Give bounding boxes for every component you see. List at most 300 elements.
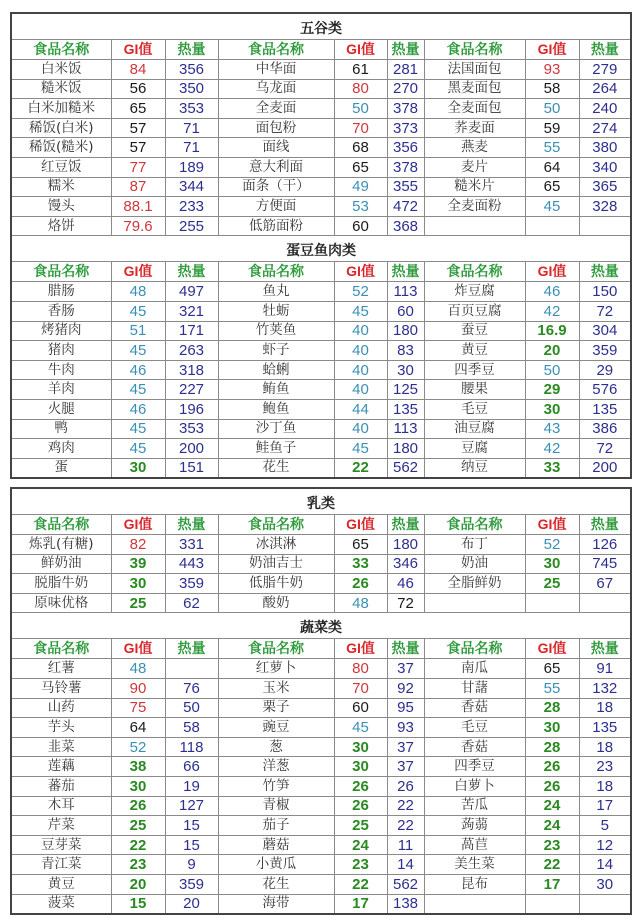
header-calories: 热量 <box>579 262 631 282</box>
gi-value-cell: 61 <box>334 60 387 80</box>
calories-cell: 72 <box>579 439 631 459</box>
gi-value-cell: 87 <box>111 177 165 197</box>
food-name-cell: 鲑鱼子 <box>218 439 334 459</box>
table-row <box>11 301 631 321</box>
header-food-name: 食品名称 <box>11 515 111 535</box>
calories-cell: 17 <box>579 796 631 816</box>
header-food-name: 食品名称 <box>218 40 334 60</box>
gi-value-cell: 25 <box>334 816 387 836</box>
calories-cell: 72 <box>387 593 424 613</box>
gi-value-cell: 64 <box>111 718 165 738</box>
food-name-cell: 鸭 <box>11 419 111 439</box>
header-food-name: 食品名称 <box>424 639 525 659</box>
table-row <box>11 458 631 478</box>
header-calories: 热量 <box>579 515 631 535</box>
food-name-cell: 烙饼 <box>11 216 111 236</box>
food-name-cell: 海带 <box>218 894 334 914</box>
table-row <box>11 197 631 217</box>
calories-cell: 745 <box>579 554 631 574</box>
food-name-cell: 面包粉 <box>218 118 334 138</box>
food-name-cell: 毛豆 <box>424 718 525 738</box>
calories-cell: 365 <box>579 177 631 197</box>
gi-value-cell: 53 <box>334 197 387 217</box>
calories-cell: 30 <box>387 360 424 380</box>
food-name-cell: 莲藕 <box>11 757 111 777</box>
header-gi: GI值 <box>334 639 387 659</box>
table-row <box>11 776 631 796</box>
calories-cell: 12 <box>579 835 631 855</box>
gi-value-cell: 52 <box>334 282 387 302</box>
gi-value-cell: 55 <box>525 138 579 158</box>
calories-cell: 151 <box>165 458 218 478</box>
food-name-cell: 馒头 <box>11 197 111 217</box>
food-name-cell: 豆芽菜 <box>11 835 111 855</box>
table-row <box>11 874 631 894</box>
calories-cell: 353 <box>165 419 218 439</box>
header-calories: 热量 <box>387 515 424 535</box>
calories-cell: 26 <box>387 776 424 796</box>
gi-value-cell: 68 <box>334 138 387 158</box>
calories-cell: 76 <box>165 678 218 698</box>
calories-cell: 37 <box>387 737 424 757</box>
gi-value-cell: 84 <box>111 60 165 80</box>
table-row <box>11 360 631 380</box>
food-name-cell: 奶油 <box>424 554 525 574</box>
gi-value-cell: 70 <box>334 118 387 138</box>
table-row <box>11 282 631 302</box>
calories-cell: 378 <box>387 157 424 177</box>
gi-value-cell: 70 <box>334 678 387 698</box>
food-name-cell: 菠菜 <box>11 894 111 914</box>
gi-value-cell: 79.6 <box>111 216 165 236</box>
gi-value-cell: 26 <box>334 574 387 594</box>
gi-value-cell: 44 <box>334 399 387 419</box>
calories-cell: 189 <box>165 157 218 177</box>
food-name-cell: 纳豆 <box>424 458 525 478</box>
food-name-cell: 萵苣 <box>424 835 525 855</box>
food-name-cell: 香菇 <box>424 737 525 757</box>
calories-cell: 118 <box>165 737 218 757</box>
food-name-cell: 玉米 <box>218 678 334 698</box>
gi-value-cell: 50 <box>334 99 387 119</box>
gi-value-cell: 38 <box>111 757 165 777</box>
gi-value-cell: 45 <box>334 439 387 459</box>
gi-value-cell: 26 <box>525 757 579 777</box>
gi-value-cell: 23 <box>334 855 387 875</box>
food-name-cell: 昆布 <box>424 874 525 894</box>
food-name-cell: 葱 <box>218 737 334 757</box>
food-name-cell: 全麦面包 <box>424 99 525 119</box>
calories-cell: 200 <box>579 458 631 478</box>
calories-cell: 22 <box>387 816 424 836</box>
table-row <box>11 835 631 855</box>
food-name-cell: 奶油吉士 <box>218 554 334 574</box>
gi-value-cell: 22 <box>334 874 387 894</box>
food-name-cell: 荞麦面 <box>424 118 525 138</box>
header-gi: GI值 <box>334 262 387 282</box>
gi-value-cell: 23 <box>111 855 165 875</box>
gi-table-1 <box>10 12 632 479</box>
table-row <box>11 321 631 341</box>
calories-cell: 373 <box>387 118 424 138</box>
food-name-cell: 美生菜 <box>424 855 525 875</box>
calories-cell: 356 <box>387 138 424 158</box>
calories-cell: 355 <box>387 177 424 197</box>
gi-value-cell: 25 <box>111 593 165 613</box>
gi-value-cell: 57 <box>111 118 165 138</box>
gi-value-cell: 28 <box>525 698 579 718</box>
gi-value-cell <box>525 593 579 613</box>
calories-cell: 264 <box>579 79 631 99</box>
food-name-cell: 香肠 <box>11 301 111 321</box>
food-name-cell: 花生 <box>218 458 334 478</box>
gi-value-cell: 17 <box>525 874 579 894</box>
food-name-cell: 四季豆 <box>424 757 525 777</box>
calories-cell: 60 <box>387 301 424 321</box>
gi-value-cell: 22 <box>334 458 387 478</box>
calories-cell: 359 <box>579 341 631 361</box>
calories-cell: 263 <box>165 341 218 361</box>
calories-cell: 344 <box>165 177 218 197</box>
calories-cell: 132 <box>579 678 631 698</box>
calories-cell: 71 <box>165 118 218 138</box>
gi-value-cell <box>525 216 579 236</box>
food-name-cell: 芹菜 <box>11 816 111 836</box>
gi-value-cell: 24 <box>525 796 579 816</box>
table-row <box>11 659 631 679</box>
calories-cell: 233 <box>165 197 218 217</box>
food-name-cell: 面条（干） <box>218 177 334 197</box>
calories-cell: 18 <box>579 737 631 757</box>
food-name-cell: 蚕豆 <box>424 321 525 341</box>
calories-cell: 171 <box>165 321 218 341</box>
header-calories: 热量 <box>165 40 218 60</box>
gi-value-cell: 60 <box>334 698 387 718</box>
gi-value-cell: 22 <box>111 835 165 855</box>
calories-cell: 380 <box>579 138 631 158</box>
gi-value-cell: 50 <box>525 99 579 119</box>
calories-cell: 46 <box>387 574 424 594</box>
gi-value-cell: 43 <box>525 419 579 439</box>
food-name-cell: 酸奶 <box>218 593 334 613</box>
column-header-row <box>11 262 631 282</box>
header-gi: GI值 <box>334 40 387 60</box>
header-food-name: 食品名称 <box>11 639 111 659</box>
calories-cell: 472 <box>387 197 424 217</box>
calories-cell: 359 <box>165 574 218 594</box>
gi-value-cell: 51 <box>111 321 165 341</box>
food-name-cell: 炼乳(有糖) <box>11 535 111 555</box>
calories-cell: 18 <box>579 698 631 718</box>
gi-value-cell: 42 <box>525 439 579 459</box>
gi-value-cell: 65 <box>334 535 387 555</box>
gi-value-cell: 40 <box>334 419 387 439</box>
gi-value-cell: 30 <box>334 757 387 777</box>
calories-cell: 240 <box>579 99 631 119</box>
header-gi: GI值 <box>111 515 165 535</box>
calories-cell: 318 <box>165 360 218 380</box>
gi-value-cell: 20 <box>525 341 579 361</box>
header-gi: GI值 <box>111 639 165 659</box>
calories-cell: 93 <box>387 718 424 738</box>
food-name-cell <box>424 593 525 613</box>
gi-table-2 <box>10 487 632 915</box>
calories-cell: 50 <box>165 698 218 718</box>
gi-value-cell: 65 <box>111 99 165 119</box>
food-name-cell <box>424 894 525 914</box>
calories-cell: 356 <box>165 60 218 80</box>
food-name-cell: 方便面 <box>218 197 334 217</box>
calories-cell: 14 <box>579 855 631 875</box>
food-name-cell: 豌豆 <box>218 718 334 738</box>
calories-cell: 386 <box>579 419 631 439</box>
food-name-cell: 洋葱 <box>218 757 334 777</box>
calories-cell: 18 <box>579 776 631 796</box>
food-name-cell: 羊肉 <box>11 380 111 400</box>
food-name-cell: 香菇 <box>424 698 525 718</box>
section-title-row <box>11 613 631 639</box>
food-name-cell: 虾子 <box>218 341 334 361</box>
column-header-row <box>11 515 631 535</box>
gi-value-cell: 39 <box>111 554 165 574</box>
calories-cell: 180 <box>387 321 424 341</box>
calories-cell: 71 <box>165 138 218 158</box>
food-name-cell: 竹笋 <box>218 776 334 796</box>
food-name-cell: 全麦面粉 <box>424 197 525 217</box>
calories-cell: 72 <box>579 301 631 321</box>
food-name-cell: 冰淇淋 <box>218 535 334 555</box>
calories-cell: 113 <box>387 282 424 302</box>
food-name-cell: 沙丁鱼 <box>218 419 334 439</box>
calories-cell: 9 <box>165 855 218 875</box>
calories-cell: 15 <box>165 816 218 836</box>
header-food-name: 食品名称 <box>218 639 334 659</box>
gi-value-cell: 46 <box>525 282 579 302</box>
table-row <box>11 60 631 80</box>
column-header-row <box>11 40 631 60</box>
food-name-cell: 烤猪肉 <box>11 321 111 341</box>
gi-value-cell: 24 <box>525 816 579 836</box>
calories-cell: 11 <box>387 835 424 855</box>
gi-value-cell: 45 <box>111 341 165 361</box>
calories-cell: 346 <box>387 554 424 574</box>
calories-cell: 83 <box>387 341 424 361</box>
calories-cell: 37 <box>387 757 424 777</box>
food-name-cell: 糙米片 <box>424 177 525 197</box>
food-name-cell: 四季豆 <box>424 360 525 380</box>
food-name-cell: 鲜奶油 <box>11 554 111 574</box>
header-gi: GI值 <box>111 262 165 282</box>
calories-cell: 443 <box>165 554 218 574</box>
food-name-cell: 腊肠 <box>11 282 111 302</box>
header-gi: GI值 <box>525 639 579 659</box>
food-name-cell <box>424 216 525 236</box>
calories-cell: 30 <box>579 874 631 894</box>
calories-cell: 66 <box>165 757 218 777</box>
food-name-cell: 青江菜 <box>11 855 111 875</box>
food-name-cell: 原味优格 <box>11 593 111 613</box>
calories-cell: 196 <box>165 399 218 419</box>
header-gi: GI值 <box>525 515 579 535</box>
food-name-cell: 栗子 <box>218 698 334 718</box>
calories-cell <box>579 894 631 914</box>
gi-value-cell: 30 <box>111 574 165 594</box>
gi-value-cell: 30 <box>525 554 579 574</box>
food-name-cell: 腰果 <box>424 380 525 400</box>
food-name-cell: 黑麦面包 <box>424 79 525 99</box>
gi-value-cell: 46 <box>111 399 165 419</box>
calories-cell: 91 <box>579 659 631 679</box>
calories-cell: 20 <box>165 894 218 914</box>
header-food-name: 食品名称 <box>218 515 334 535</box>
calories-cell: 350 <box>165 79 218 99</box>
calories-cell <box>579 216 631 236</box>
gi-value-cell: 45 <box>111 419 165 439</box>
calories-cell: 19 <box>165 776 218 796</box>
table-row <box>11 118 631 138</box>
header-food-name: 食品名称 <box>11 40 111 60</box>
header-gi: GI值 <box>525 262 579 282</box>
food-name-cell: 火腿 <box>11 399 111 419</box>
food-name-cell: 油豆腐 <box>424 419 525 439</box>
gi-value-cell: 82 <box>111 535 165 555</box>
header-food-name: 食品名称 <box>218 262 334 282</box>
gi-value-cell: 58 <box>525 79 579 99</box>
calories-cell: 22 <box>387 796 424 816</box>
calories-cell: 23 <box>579 757 631 777</box>
calories-cell: 270 <box>387 79 424 99</box>
food-name-cell: 小黄瓜 <box>218 855 334 875</box>
header-calories: 热量 <box>579 40 631 60</box>
gi-value-cell: 65 <box>525 177 579 197</box>
header-calories: 热量 <box>579 639 631 659</box>
calories-cell: 150 <box>579 282 631 302</box>
table-row <box>11 796 631 816</box>
calories-cell: 353 <box>165 99 218 119</box>
table-row <box>11 554 631 574</box>
table-row <box>11 678 631 698</box>
gi-value-cell: 30 <box>525 718 579 738</box>
food-name-cell: 花生 <box>218 874 334 894</box>
calories-cell: 281 <box>387 60 424 80</box>
food-name-cell: 百页豆腐 <box>424 301 525 321</box>
gi-value-cell: 26 <box>334 796 387 816</box>
calories-cell: 227 <box>165 380 218 400</box>
gi-value-cell: 48 <box>111 659 165 679</box>
food-name-cell: 豆腐 <box>424 439 525 459</box>
food-name-cell: 黄豆 <box>11 874 111 894</box>
food-name-cell: 鲔鱼 <box>218 380 334 400</box>
gi-value-cell: 45 <box>334 718 387 738</box>
food-name-cell: 毛豆 <box>424 399 525 419</box>
header-calories: 热量 <box>387 40 424 60</box>
food-name-cell: 韭菜 <box>11 737 111 757</box>
food-name-cell: 牡蛎 <box>218 301 334 321</box>
gi-value-cell <box>525 894 579 914</box>
calories-cell: 14 <box>387 855 424 875</box>
food-name-cell: 白米饭 <box>11 60 111 80</box>
gi-value-cell: 40 <box>334 380 387 400</box>
food-name-cell: 脱脂牛奶 <box>11 574 111 594</box>
gi-value-cell: 88.1 <box>111 197 165 217</box>
food-name-cell: 蕃茄 <box>11 776 111 796</box>
header-food-name: 食品名称 <box>11 262 111 282</box>
food-name-cell: 芋头 <box>11 718 111 738</box>
gi-value-cell: 26 <box>525 776 579 796</box>
gi-value-cell: 80 <box>334 659 387 679</box>
table-row <box>11 894 631 914</box>
gi-value-cell: 22 <box>525 855 579 875</box>
gi-value-cell: 56 <box>111 79 165 99</box>
calories-cell <box>165 659 218 679</box>
food-name-cell: 燕麦 <box>424 138 525 158</box>
gi-value-cell: 64 <box>525 157 579 177</box>
header-calories: 热量 <box>165 262 218 282</box>
gi-value-cell: 45 <box>111 439 165 459</box>
table-row <box>11 419 631 439</box>
calories-cell: 135 <box>579 718 631 738</box>
table-block-grains-protein <box>10 12 630 479</box>
gi-value-cell: 30 <box>111 458 165 478</box>
calories-cell: 180 <box>387 535 424 555</box>
food-name-cell: 稀饭(糙米) <box>11 138 111 158</box>
gi-value-cell: 23 <box>525 835 579 855</box>
calories-cell: 5 <box>579 816 631 836</box>
gi-value-cell: 40 <box>334 360 387 380</box>
calories-cell: 135 <box>387 399 424 419</box>
calories-cell: 92 <box>387 678 424 698</box>
calories-cell: 113 <box>387 419 424 439</box>
calories-cell: 37 <box>387 659 424 679</box>
gi-value-cell: 93 <box>525 60 579 80</box>
gi-value-cell: 45 <box>111 301 165 321</box>
gi-value-cell: 77 <box>111 157 165 177</box>
gi-value-cell: 30 <box>111 776 165 796</box>
gi-value-cell: 52 <box>111 737 165 757</box>
food-name-cell: 青椒 <box>218 796 334 816</box>
food-name-cell: 红豆饭 <box>11 157 111 177</box>
column-header-row <box>11 639 631 659</box>
gi-value-cell: 60 <box>334 216 387 236</box>
calories-cell: 200 <box>165 439 218 459</box>
gi-value-cell: 65 <box>334 157 387 177</box>
food-name-cell: 白萝卜 <box>424 776 525 796</box>
food-name-cell: 黄豆 <box>424 341 525 361</box>
header-gi: GI值 <box>334 515 387 535</box>
table-row <box>11 439 631 459</box>
calories-cell: 576 <box>579 380 631 400</box>
calories-cell: 321 <box>165 301 218 321</box>
section-title: 五谷类 <box>11 13 631 40</box>
gi-value-cell: 59 <box>525 118 579 138</box>
gi-value-cell: 90 <box>111 678 165 698</box>
gi-value-cell: 26 <box>111 796 165 816</box>
calories-cell: 180 <box>387 439 424 459</box>
table-row <box>11 399 631 419</box>
table-row <box>11 698 631 718</box>
calories-cell: 255 <box>165 216 218 236</box>
table-row <box>11 855 631 875</box>
calories-cell: 562 <box>387 874 424 894</box>
header-calories: 热量 <box>387 262 424 282</box>
food-name-cell: 鲍鱼 <box>218 399 334 419</box>
calories-cell: 15 <box>165 835 218 855</box>
table-row <box>11 216 631 236</box>
table-row <box>11 138 631 158</box>
section-title: 蔬菜类 <box>11 613 631 639</box>
food-name-cell: 鸡肉 <box>11 439 111 459</box>
food-name-cell: 全脂鲜奶 <box>424 574 525 594</box>
